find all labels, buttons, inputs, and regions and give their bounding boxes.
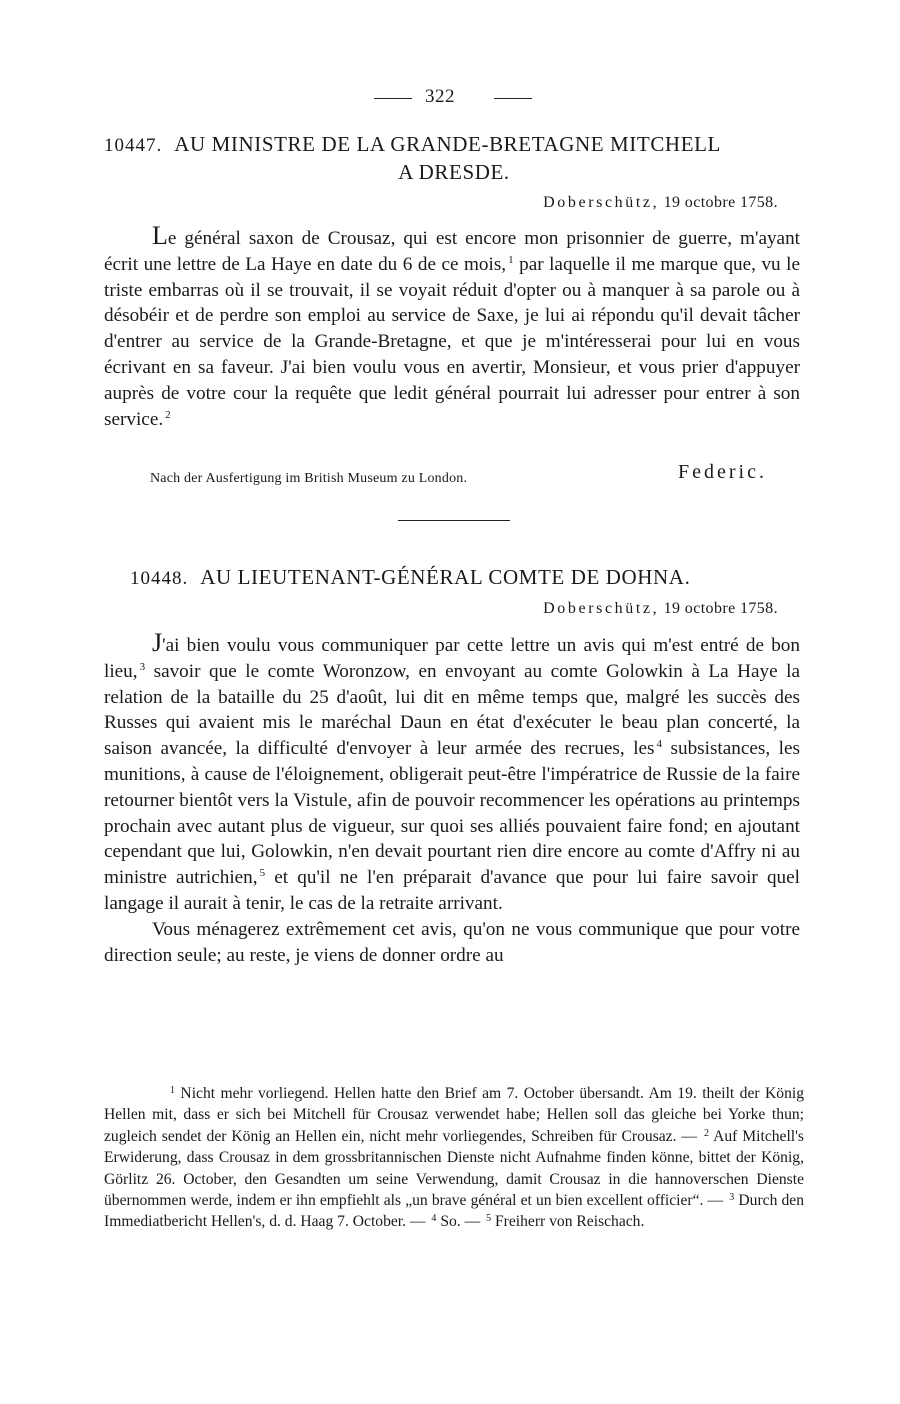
footnote-block xyxy=(104,1083,804,1233)
letter-2-date: 19 octobre 1758. xyxy=(663,600,778,617)
letter-1-source-note: Nach der Ausfertigung im British Museum zu London. xyxy=(150,471,468,486)
letter-1-dateline xyxy=(543,194,778,212)
footnote-mark-1: 1 xyxy=(170,1085,175,1096)
letter-2-heading xyxy=(130,564,810,592)
footnotes xyxy=(104,1083,804,1233)
letter-1-paragraph: Le général saxon de Crousaz, qui est encore mon prisonnier de guerre, m'ayant écrit une lettre de La Haye en date du 6 de ce mois, $^1$ par laquelle il me marque que, vu le triste embarras où il se trouvait, il se voyait réduit d'opter ou à manquer à sa parole ou à désobéir et de perdre son emploi au service de Saxe, je lui ai répondu qu'il devait tâcher d'entrer au service de la Grande-Bretagne, et que je m'intéresserai pour lui en vous écrivant en sa faveur. J'ai bien voulu vous en avertir, Monsieur, et vous prier d'appuyer auprès de votre cour la requête que ledit général pourrait lui adresser pour entrer à son service. $^2$ xyxy=(104,221,800,430)
letter-1-signature: Federic. xyxy=(678,461,767,483)
footnote-5: Freiherr von Reischach. xyxy=(491,1213,645,1231)
footnote-4: So. — xyxy=(436,1213,485,1231)
page-number-rule-right xyxy=(494,98,532,99)
letter-2-initial: J xyxy=(152,628,163,657)
footnote-2: Auf Mitchell's Erwiderung, dass Crousaz in dem grossbritannischen Dienste nicht Aufnahme finden könne, bittet der König, Görlitz 26. October, den Gesandten um seine Verwendung, damit Crousaz in die hannoverschen Dienste übernommen werde, indem er ihn empfiehlt als „un brave général et un bien excellent officier“. — xyxy=(104,1127,805,1210)
letter-2-body xyxy=(104,628,800,968)
footnote-mark-3: 3 xyxy=(729,1192,735,1204)
footnote-ref-2: 2 xyxy=(165,408,171,421)
letter-2-paragraph-1: J'ai bien voulu vous communiquer par cette lettre un avis qui m'est entré de bon lieu, $^3$ savoir que le comte Woronzow, en envoyant au comte Golowkin à La Haye la relation de la bataille du 25 d'août, lui dit en même temps que, malgré les succès des Russes qui avaient mis le maréchal Daun en état d'exécuter le beau plan concerté, la saison avancée, la difficulté d'envoyer à leur armée des recrues, les $^4$ subsistances, les munitions, à cause de l'éloignement, obligerait peut-être l'impératrice de Russie de la faire retourner bientôt vers la Vistule, afin de pouvoir recommencer les opérations au printemps prochain avec autant plus de vigueur, sur quoi ses alliés pouvaient faire fond; en ajoutant cependant que lui, Golowkin, n'en devait pourtant rien dire encore au comte d'Affry ni au ministre autrichien, $^5$ et qu'il ne l'en préparait d'avance que pour lui faire savoir quel langage il aurait à tenir, le cas de la retraite arrivant. xyxy=(104,628,800,914)
letter-1-date: 19 octobre 1758. xyxy=(663,194,778,211)
letter-2-number: 10448. xyxy=(130,568,189,589)
letter-2-title: AU LIEUTENANT-GÉNÉRAL COMTE DE DOHNA. xyxy=(200,565,691,589)
footnote-ref-4: 4 xyxy=(656,738,663,751)
footnote-3: Durch den Immediatbericht Hellen's, d. d. Haag 7. October. — xyxy=(104,1192,805,1231)
footnote-1: Nicht mehr vorliegend. Hellen hatte den Brief am 7. October übersandt. Am 19. theilt der König Hellen mit, dass er sich bei Mitchell für Crousaz verwendet habe; Hellen soll das gleiche bei Yorke thun; zugleich sendet der König an Hellen ein, nicht mehr vorliegendes, Schreiben für Crousaz. — xyxy=(104,1085,804,1145)
page-number: 322 xyxy=(425,86,455,107)
letter-1-heading xyxy=(104,131,804,185)
letter-1-number: 10447. xyxy=(104,135,163,156)
letter-2-dateline xyxy=(543,600,778,618)
footnote-mark-4: 4 xyxy=(431,1213,437,1225)
letter-1-place: Doberschütz, xyxy=(543,194,660,211)
letter-1-title-line1: AU MINISTRE DE LA GRANDE-BRETAGNE MITCHELL xyxy=(174,132,721,156)
letter-2-place: Doberschütz, xyxy=(543,600,660,617)
letter-1-title-line2: A DRESDE. xyxy=(398,160,510,184)
section-separator xyxy=(398,520,510,521)
footnote-ref-1: 1 xyxy=(508,253,514,266)
letter-1-body xyxy=(104,221,800,432)
letter-2-paragraph-2: Vous ménagerez extrêmement cet avis, qu'on ne vous communique que pour votre direction seule; au reste, je viens de donner ordre au xyxy=(104,918,800,966)
letter-1-initial: L xyxy=(152,221,168,250)
footnote-mark-5: 5 xyxy=(486,1213,492,1225)
footnote-ref-3: 3 xyxy=(139,660,146,673)
footnote-mark-2: 2 xyxy=(704,1127,709,1139)
footnote-ref-5: 5 xyxy=(259,867,266,880)
